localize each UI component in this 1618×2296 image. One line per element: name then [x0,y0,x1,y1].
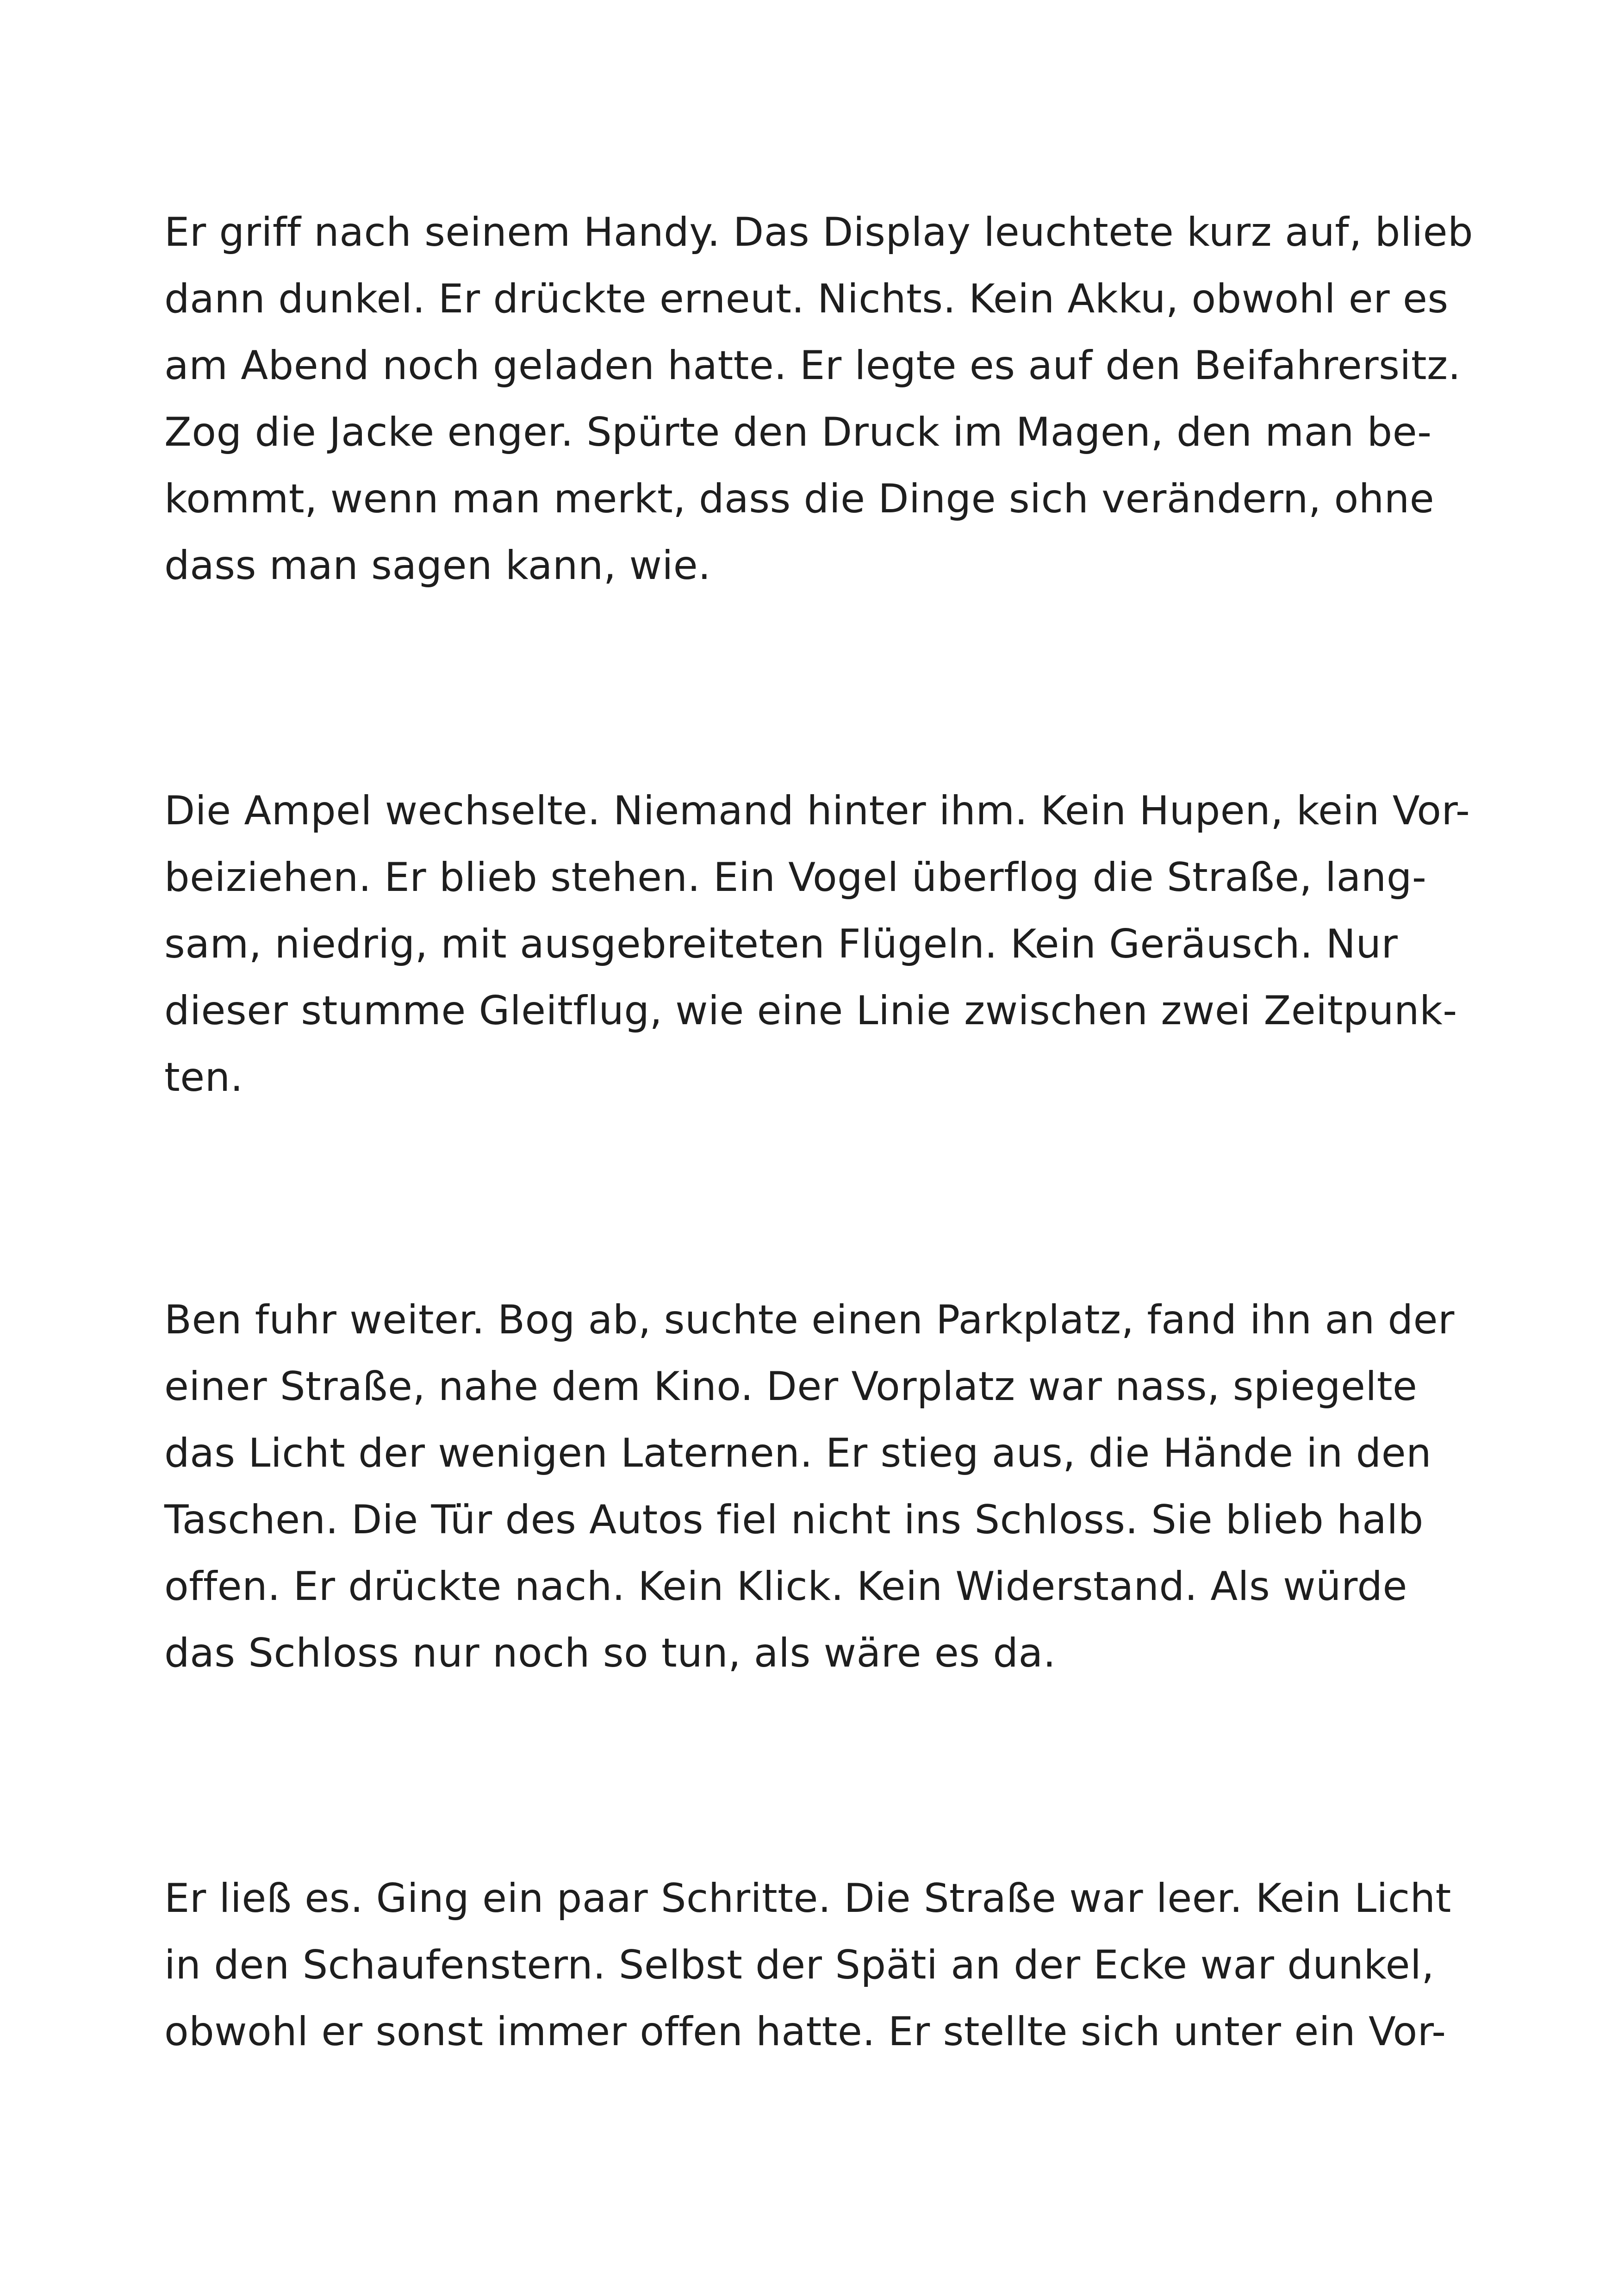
text-line: beiziehen. Er blieb stehen. Ein Vogel überflog die Straße, lang- [164,854,1427,901]
text-line: Taschen. Die Tür des Autos fiel nicht ins Schloss. Sie blieb halb [164,1497,1424,1543]
paragraph-3 [164,1287,1460,1686]
text-line: obwohl er sonst immer offen hatte. Er stellte sich unter ein Vor- [164,2009,1446,2055]
text-line: dieser stumme Gleitflug, wie eine Linie zwischen zwei Zeitpunk- [164,988,1457,1034]
text-line: Er ließ es. Ging ein paar Schritte. Die Straße war leer. Kein Licht [164,1875,1451,1922]
paragraph-1 [164,199,1474,599]
text-line: am Abend noch geladen hatte. Er legte es auf den Beifahrersitz. [164,342,1461,389]
text-line: kommt, wenn man merkt, dass die Dinge sich verändern, ohne [164,476,1435,522]
paragraph-2 [164,778,1470,1111]
text-line: offen. Er drückte nach. Kein Klick. Kein Widerstand. Als würde [164,1563,1407,1610]
text-line: das Licht der wenigen Laternen. Er stieg aus, die Hände in den [164,1430,1432,1476]
text-line: das Schloss nur noch so tun, als wäre es da. [164,1630,1056,1676]
text-line: sam, niedrig, mit ausgebreiteten Flügeln. Kein Geräusch. Nur [164,921,1398,967]
text-line: Ben fuhr weiter. Bog ab, suchte einen Parkplatz, fand ihn an der [164,1297,1455,1343]
text-line: Die Ampel wechselte. Niemand hinter ihm. Kein Hupen, kein Vor- [164,788,1470,834]
text-line: dann dunkel. Er drückte erneut. Nichts. Kein Akku, obwohl er es [164,276,1449,322]
text-line: in den Schaufenstern. Selbst der Späti an der Ecke war dunkel, [164,1942,1435,1988]
text-line: ten. [164,1054,243,1101]
text-line: Zog die Jacke enger. Spürte den Druck im Magen, den man be- [164,409,1432,455]
paragraph-4 [164,1865,1460,2065]
text-line: dass man sagen kann, wie. [164,542,711,589]
text-line: Er griff nach seinem Handy. Das Display leuchtete kurz auf, blieb [164,209,1474,255]
text-line: einer Straße, nahe dem Kino. Der Vorplatz war nass, spiegelte [164,1363,1418,1410]
